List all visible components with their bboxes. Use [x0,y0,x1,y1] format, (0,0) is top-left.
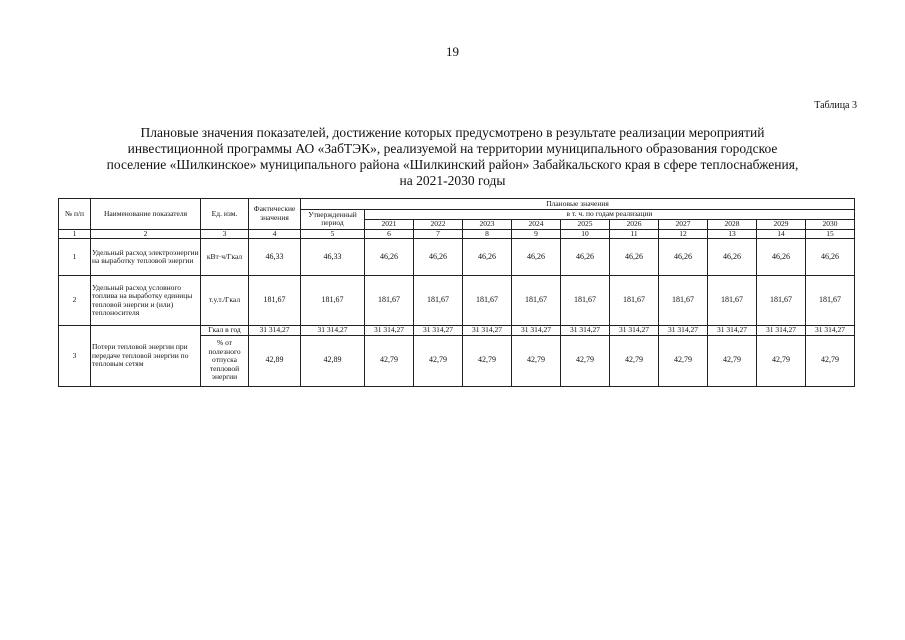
row-year-value: 31 314,27 [659,326,708,336]
column-number: 13 [708,229,757,239]
header-by-years: в т. ч. по годам реализации [365,210,855,220]
row-year-value: 46,26 [414,239,463,276]
row-name: Потери тепловой энергии при передаче тепловой энергии по тепловым сетям [91,326,201,387]
column-number: 8 [463,229,512,239]
row-num: 1 [59,239,91,276]
indicators-table [58,198,855,387]
row-year-value: 42,79 [659,335,708,386]
column-number: 2 [91,229,201,239]
row-actual: 46,33 [249,239,301,276]
row-actual: 181,67 [249,276,301,326]
header-year: 2023 [463,219,512,229]
row-year-value: 42,79 [610,335,659,386]
row-year-value: 42,79 [757,335,806,386]
row-unit: Гкал в год [201,326,249,336]
header-year: 2026 [610,219,659,229]
row-unit: т.у.т./Гкал [201,276,249,326]
row-year-value: 31 314,27 [806,326,855,336]
header-year: 2030 [806,219,855,229]
column-number: 10 [561,229,610,239]
row-year-value: 31 314,27 [414,326,463,336]
row-year-value: 31 314,27 [757,326,806,336]
column-number: 12 [659,229,708,239]
column-number: 1 [59,229,91,239]
column-number: 3 [201,229,249,239]
page-number: 19 [446,44,459,59]
row-year-value: 46,26 [512,239,561,276]
row-year-value: 46,26 [806,239,855,276]
header-year: 2028 [708,219,757,229]
row-year-value: 46,26 [365,239,414,276]
column-number: 6 [365,229,414,239]
row-year-value: 46,26 [708,239,757,276]
header-year: 2021 [365,219,414,229]
row-year-value: 42,79 [365,335,414,386]
row-unit: кВт·ч/Гкал [201,239,249,276]
header-year: 2027 [659,219,708,229]
header-year: 2025 [561,219,610,229]
row-actual: 31 314,27 [249,326,301,336]
column-number: 14 [757,229,806,239]
header-actual: Фактические значения [249,199,301,230]
row-name: Удельный расход условного топлива на выработку единицы тепловой энергии и (или) теплоносителя [91,276,201,326]
row-year-value: 42,79 [414,335,463,386]
row-year-value: 181,67 [610,276,659,326]
header-year: 2024 [512,219,561,229]
row-year-value: 181,67 [365,276,414,326]
row-approved: 181,67 [301,276,365,326]
row-year-value: 181,67 [463,276,512,326]
row-approved: 31 314,27 [301,326,365,336]
table-label: Таблица 3 [814,100,857,111]
row-year-value: 181,67 [806,276,855,326]
column-number: 4 [249,229,301,239]
row-year-value: 46,26 [610,239,659,276]
row-year-value: 31 314,27 [708,326,757,336]
row-num: 3 [59,326,91,387]
header-num: № п/п [59,199,91,230]
row-year-value: 42,79 [708,335,757,386]
row-unit: % от полезного отпуска тепловой энергии [201,335,249,386]
row-year-value: 42,79 [463,335,512,386]
row-approved: 46,33 [301,239,365,276]
row-year-value: 31 314,27 [463,326,512,336]
header-approved: Утвержденный период [301,210,365,230]
document-title [70,125,835,189]
header-year: 2029 [757,219,806,229]
column-number: 9 [512,229,561,239]
row-approved: 42,89 [301,335,365,386]
row-actual: 42,89 [249,335,301,386]
row-year-value: 31 314,27 [512,326,561,336]
row-year-value: 31 314,27 [561,326,610,336]
row-year-value: 42,79 [806,335,855,386]
row-year-value: 46,26 [659,239,708,276]
row-name: Удельный расход электроэнергии на выработку тепловой энергии [91,239,201,276]
row-year-value: 31 314,27 [365,326,414,336]
row-year-value: 46,26 [561,239,610,276]
title-line: инвестиционной программы АО «ЗабТЭК», реализуемой на территории муниципального образования городское [127,141,778,156]
row-year-value: 181,67 [659,276,708,326]
row-year-value: 181,67 [708,276,757,326]
title-line: поселение «Шилкинское» муниципального района «Шилкинский район» Забайкальского края в сфере теплоснабжения, [106,157,799,172]
column-number: 11 [610,229,659,239]
row-year-value: 181,67 [512,276,561,326]
row-year-value: 46,26 [463,239,512,276]
row-year-value: 42,79 [561,335,610,386]
row-year-value: 181,67 [414,276,463,326]
row-year-value: 42,79 [512,335,561,386]
column-number: 7 [414,229,463,239]
header-unit: Ед. изм. [201,199,249,230]
column-number: 15 [806,229,855,239]
title-line: на 2021-2030 годы [399,173,506,188]
row-year-value: 46,26 [757,239,806,276]
row-num: 2 [59,276,91,326]
row-year-value: 181,67 [757,276,806,326]
row-year-value: 31 314,27 [610,326,659,336]
column-number: 5 [301,229,365,239]
header-year: 2022 [414,219,463,229]
row-year-value: 181,67 [561,276,610,326]
header-planned: Плановые значения [301,199,855,210]
title-line: Плановые значения показателей, достижение которых предусмотрено в результате реализации мероприятий [140,125,765,140]
header-name: Наименование показателя [91,199,201,230]
